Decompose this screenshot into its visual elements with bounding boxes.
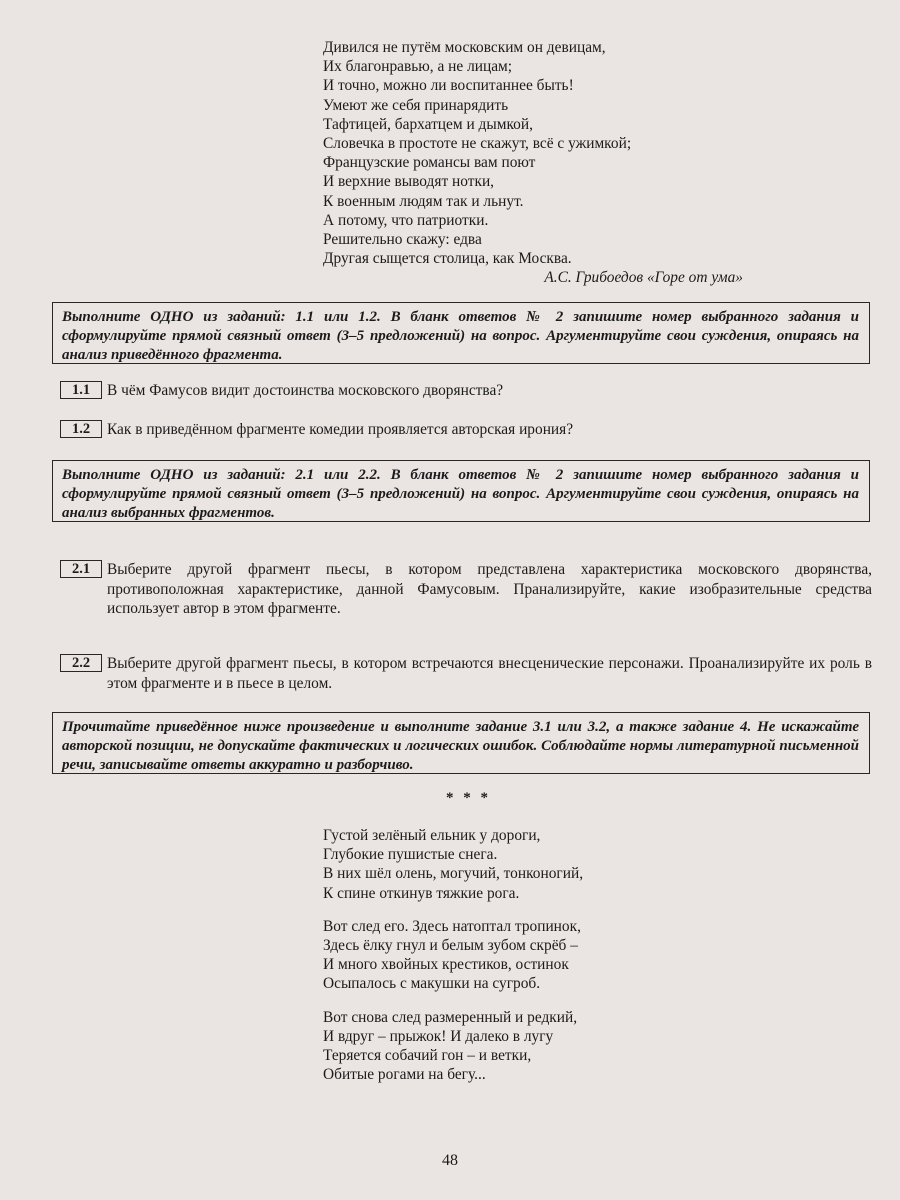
page-number: 48 (442, 1152, 458, 1169)
poem-line: Вот след его. Здесь натоптал тропинок, (323, 917, 581, 935)
task-2-2 (60, 654, 872, 693)
fragment-line: Их благонравью, а не лицам; (323, 58, 513, 76)
task-number-badge: 1.2 (60, 420, 102, 438)
poem-line: Теряется собачий гон – и ветки, (323, 1047, 532, 1065)
fragment-line: Словечка в простоте не скажут, всё с ужимкой; (323, 135, 632, 153)
fragment-line: Другая сыщется столица, как Москва. (323, 250, 572, 268)
task-number-badge: 1.1 (60, 381, 102, 399)
stanza-gap (323, 903, 743, 917)
poem-line: К спине откинув тяжкие рога. (323, 884, 520, 902)
task-2-1 (60, 560, 872, 619)
poem-line: Осыпалось с макушки на сугроб. (323, 975, 541, 993)
poem-line: И вдруг – прыжок! И далеко в лугу (323, 1027, 554, 1045)
fragment-line: Умеют же себя принарядить (323, 96, 509, 114)
fragment-line: К военным людям так и льнут. (323, 192, 524, 210)
poem-line: Густой зелёный ельник у дороги, (323, 827, 541, 844)
instruction-box-3: Прочитайте приведённое ниже произведение и выполните задание 3.1 или 3.2, а также задание 4. Не искажайте авторской позиции, не допускайте фактических и логических ошибок. Соблюдайте нормы литературной письменной речи, записывайте ответы аккуратно и разборчиво. (52, 712, 870, 774)
poem-line: В них шёл олень, могучий, тонконогий, (323, 865, 584, 883)
poem-line: Здесь ёлку гнул и белым зубом скрёб – (323, 937, 578, 955)
fragment-line: Дивился не путём московским он девицам, (323, 39, 606, 56)
fragment-attribution: А.С. Грибоедов «Горе от ума» (544, 269, 743, 287)
poem-line: Глубокие пушистые снега. (323, 846, 498, 864)
fragment-line: И точно, можно ли воспитаннее быть! (323, 77, 574, 95)
poem (323, 826, 743, 1084)
task-text: Как в приведённом фрагменте комедии проявляется авторская ирония? (107, 421, 574, 438)
task-number-badge: 2.1 (60, 560, 102, 578)
fragment-line: А потому, что патриотки. (323, 211, 489, 229)
poem-asterism: * * * (446, 790, 491, 806)
task-number-badge: 2.2 (60, 654, 102, 672)
fragment-line: Французские романсы вам поют (323, 154, 536, 172)
poem-line: Обитые рогами на бегу... (323, 1066, 486, 1084)
fragment-line: И верхние выводят нотки, (323, 173, 495, 191)
instruction-box-1: Выполните ОДНО из заданий: 1.1 или 1.2. В бланк ответов № 2 запишите номер выбранного задания и сформулируйте прямой связный ответ (3–5 предложений) на вопрос. Аргументируйте свои суждения, опираясь на анализ приведённого фрагмента. (52, 302, 870, 364)
fragment-line: Решительно скажу: едва (323, 231, 482, 249)
task-1-2 (60, 420, 872, 440)
poem-line: Вот снова след размеренный и редкий, (323, 1008, 578, 1026)
literary-fragment (323, 38, 743, 288)
stanza-gap (323, 994, 743, 1008)
task-text: Выберите другой фрагмент пьесы, в котором встречаются внесценические персонажи. Проанализируйте их роль в этом фрагменте и в пьесе в целом. (107, 655, 872, 692)
task-text: В чём Фамусов видит достоинства московского дворянства? (107, 382, 504, 399)
fragment-line: Тафтицей, бархатцем и дымкой, (323, 115, 533, 133)
task-1-1 (60, 381, 872, 401)
instruction-box-2: Выполните ОДНО из заданий: 2.1 или 2.2. В бланк ответов № 2 запишите номер выбранного задания и сформулируйте прямой связный ответ (3–5 предложений) на вопрос. Аргументируйте свои суждения, опираясь на анализ выбранных фрагментов. (52, 460, 870, 522)
task-text: Выберите другой фрагмент пьесы, в котором представлена характеристика московского дворянства, противоположная характеристике, данной Фамусовым. Пранализируйте, какие изобразительные средства использует автор в этом фрагменте. (107, 561, 872, 618)
poem-line: И много хвойных крестиков, остинок (323, 956, 569, 974)
